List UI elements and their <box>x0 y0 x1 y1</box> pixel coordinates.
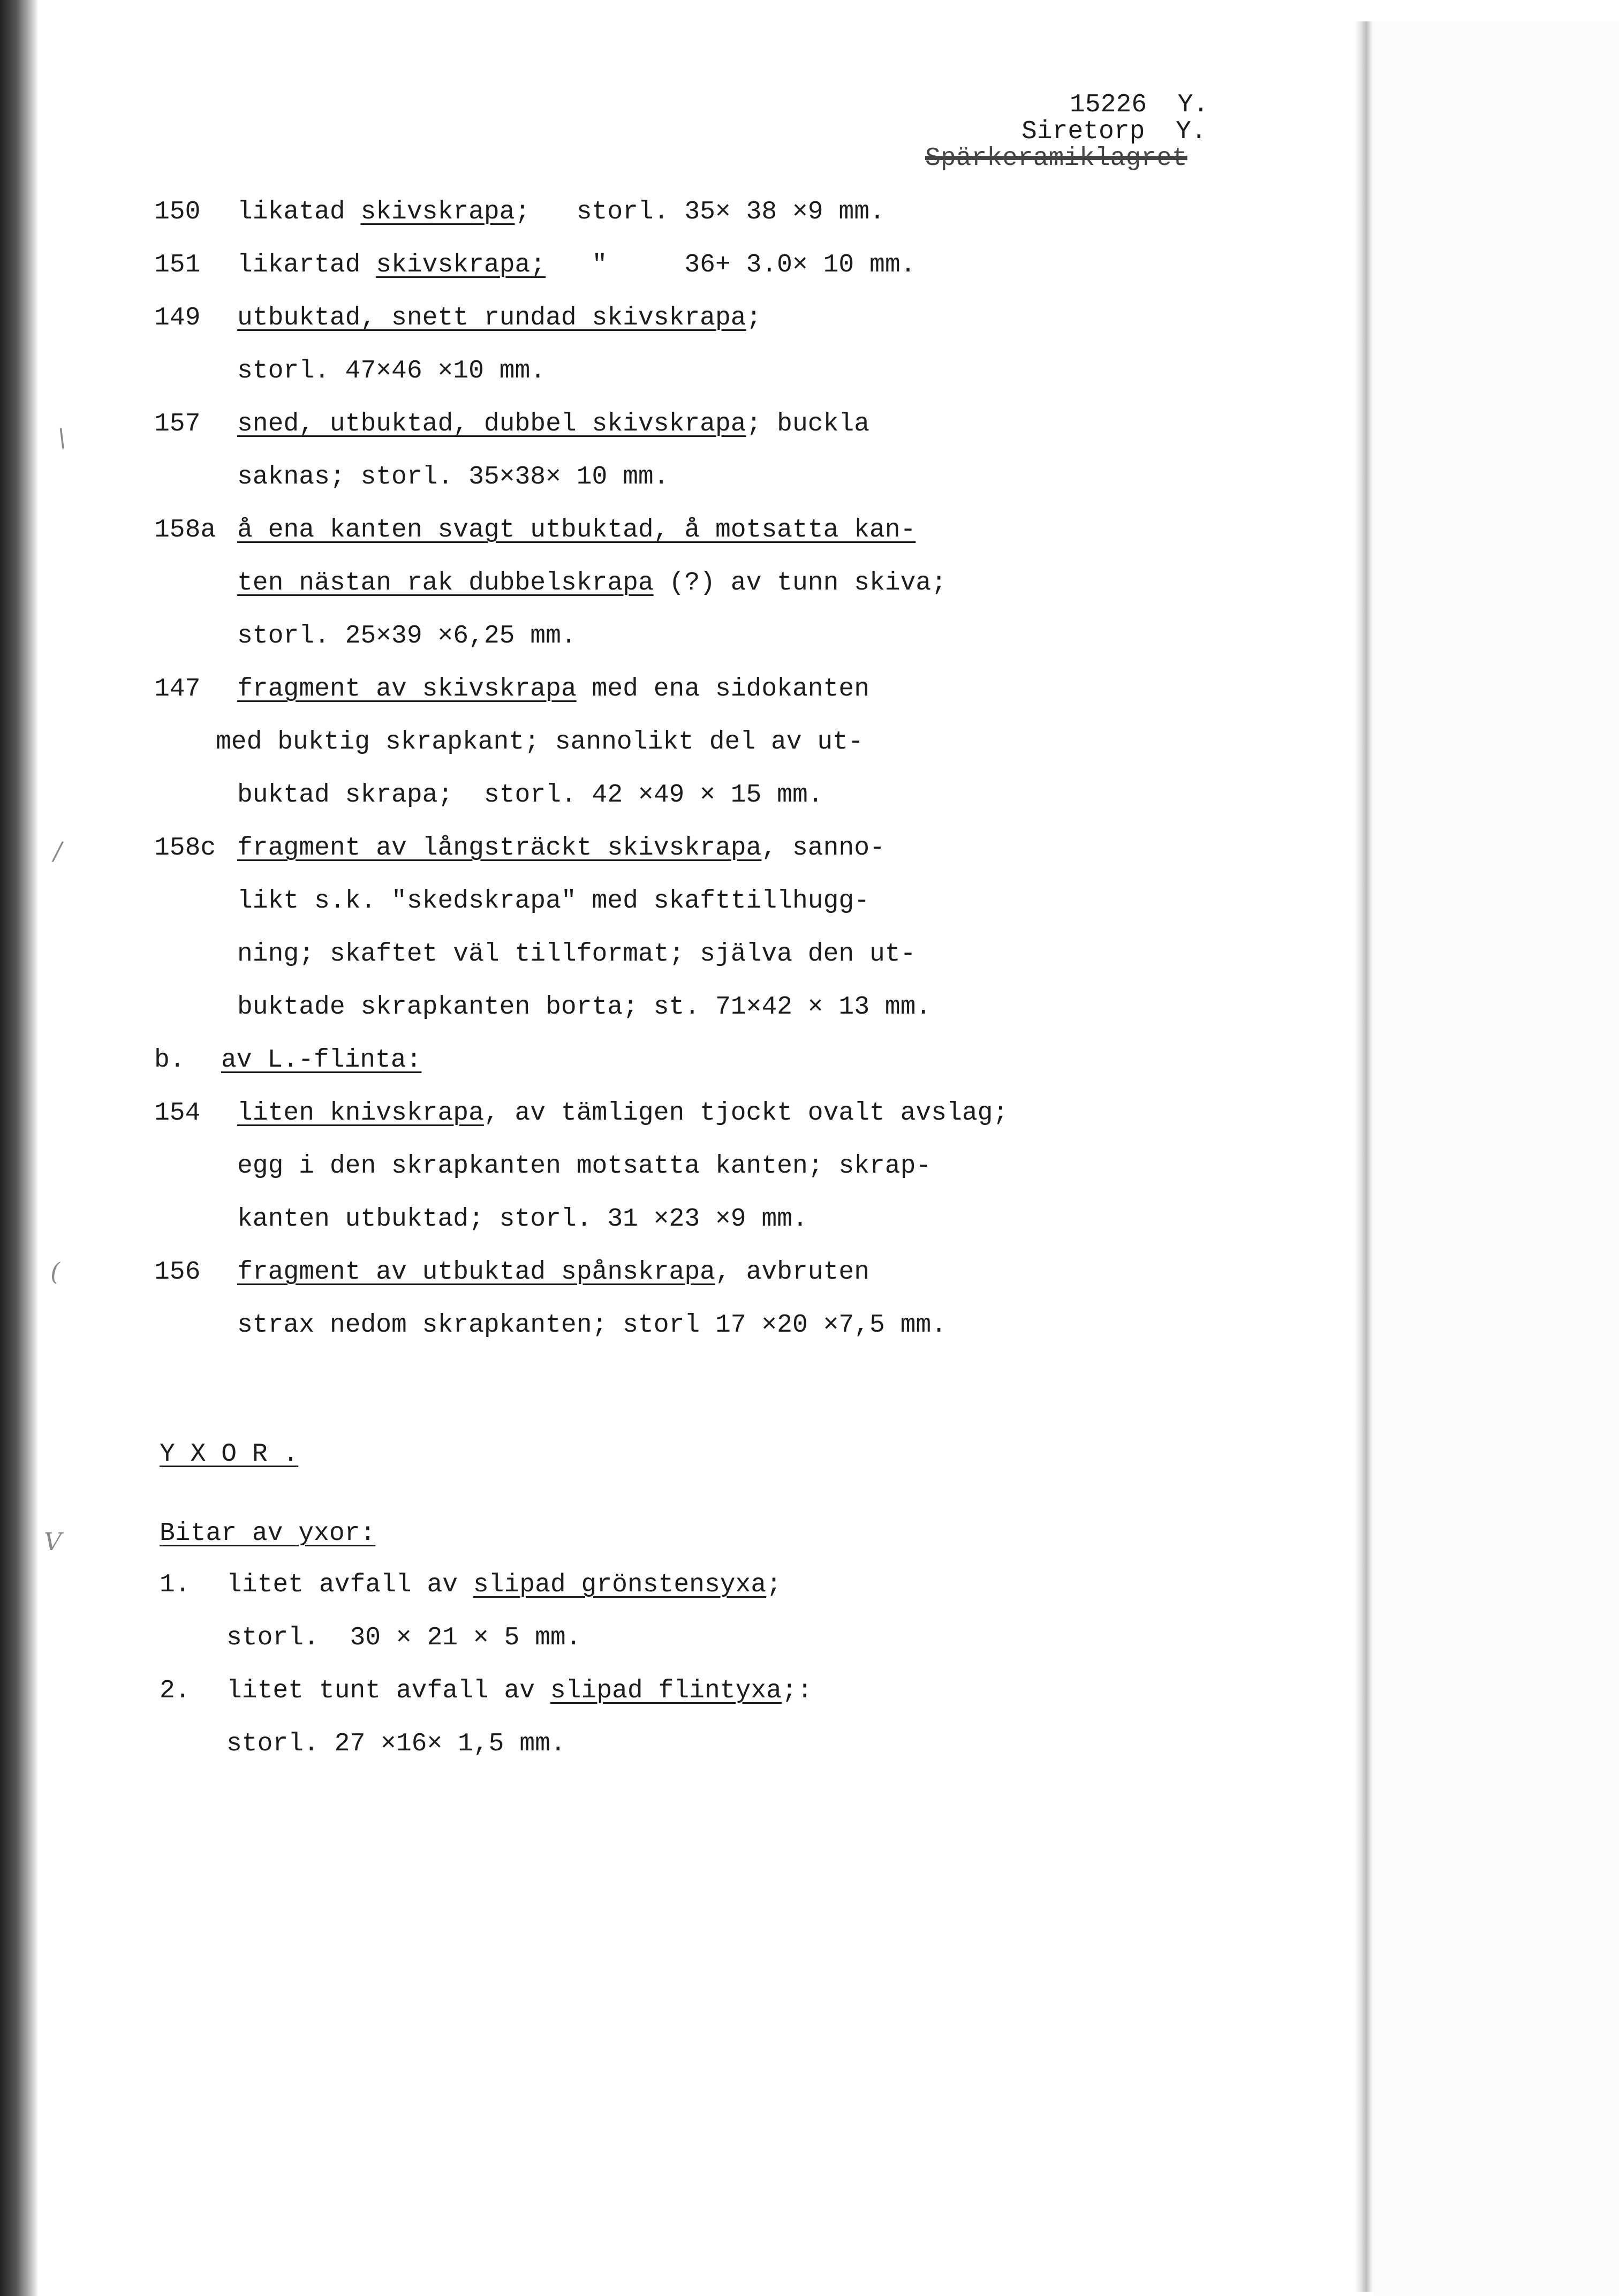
entry-text-line <box>237 1151 931 1181</box>
underlined-term: fragment av långsträckt skivskrapa <box>237 834 762 863</box>
entry-text-line <box>237 1204 808 1234</box>
entry-text-line <box>237 197 885 227</box>
text-segment: , av tämligen tjockt ovalt avslag; <box>483 1099 1009 1128</box>
text-segment: buktade skrapkanten borta; st. 71×42 × 13 mm. <box>237 993 932 1022</box>
entry-text-line <box>237 992 931 1022</box>
margin-pencil-mark: \ <box>58 423 66 452</box>
entry-text-line <box>237 409 869 439</box>
text-segment: litet tunt avfall av <box>226 1676 550 1705</box>
entry-text-line <box>237 1098 1008 1128</box>
underlined-term: å ena kanten svagt utbuktad, å motsatta kan- <box>237 516 916 545</box>
margin-pencil-mark: / <box>54 836 62 865</box>
entry-number: b. <box>154 1046 185 1075</box>
text-segment: likartad <box>237 251 376 280</box>
underlined-term: slipad grönstensyxa <box>473 1570 767 1599</box>
axe-item-number: 1. <box>160 1570 191 1599</box>
header-site-name: Siretorp Y. <box>1022 117 1207 146</box>
entry-text-line <box>237 303 761 333</box>
underlined-term: skivskrapa; <box>376 251 546 280</box>
text-segment: , sanno- <box>761 834 885 863</box>
underlined-term: fragment av utbuktad spånskrapa <box>237 1258 715 1287</box>
entry-text-line <box>237 833 885 863</box>
text-segment: med ena sidokanten <box>576 675 869 704</box>
entry-number: 151 <box>154 251 201 280</box>
text-segment: buktad skrapa; storl. 42 ×49 × 15 mm. <box>237 781 823 810</box>
entry-text-line <box>237 939 916 969</box>
entry-number: 154 <box>154 1099 201 1128</box>
text-segment: storl. 47×46 ×10 mm. <box>237 357 546 386</box>
axe-item-text-line <box>226 1570 782 1600</box>
axe-item-text-line <box>226 1676 813 1706</box>
text-segment: (?) av tunn skiva; <box>653 569 947 598</box>
margin-pencil-mark: ( <box>50 1257 60 1286</box>
underlined-term: ten nästan rak dubbelskrapa <box>237 569 654 598</box>
text-segment: storl. 27 ×16× 1,5 mm. <box>226 1729 566 1758</box>
entry-text-line <box>237 462 669 492</box>
text-segment: ; <box>746 304 762 333</box>
text-segment: ;: <box>781 1676 813 1705</box>
entry-text-line <box>237 515 916 545</box>
text-segment: ; <box>766 1570 782 1599</box>
underlined-term: fragment av skivskrapa <box>237 675 577 704</box>
entry-number: 149 <box>154 304 201 333</box>
entry-text-line <box>237 621 577 651</box>
entry-number: 147 <box>154 675 201 704</box>
text-segment: ; storl. 35× 38 ×9 mm. <box>515 198 885 226</box>
entry-text-line <box>237 568 947 598</box>
underlined-term: utbuktad, snett rundad skivskrapa <box>237 304 746 333</box>
text-segment: strax nedom skrapkanten; storl 17 ×20 ×7,5 mm. <box>237 1311 947 1340</box>
entry-text-line <box>237 780 823 810</box>
header-catalog-number: 15226 Y. <box>1070 90 1209 119</box>
section-title: Y X O R . <box>160 1440 299 1469</box>
text-segment: storl. 25×39 ×6,25 mm. <box>237 622 577 651</box>
entry-text-line <box>237 886 869 916</box>
underlined-term: sned, utbuktad, dubbel skivskrapa <box>237 410 746 439</box>
axe-item-text-line <box>226 1729 566 1759</box>
text-segment: egg i den skrapkanten motsatta kanten; skrap- <box>237 1152 932 1181</box>
entry-number: 158c <box>154 834 216 863</box>
text-segment: med buktig skrapkant; sannolikt del av ut- <box>216 728 864 757</box>
text-segment: kanten utbuktad; storl. 31 ×23 ×9 mm. <box>237 1205 808 1234</box>
axe-item-number: 2. <box>160 1676 191 1705</box>
underlined-term: av L.-flinta: <box>221 1046 422 1075</box>
underlined-term: skivskrapa <box>360 198 515 226</box>
text-segment: ; buckla <box>746 410 869 439</box>
entry-text-line <box>237 674 869 704</box>
text-segment: " 36+ 3.0× 10 mm. <box>546 251 916 280</box>
entry-number: 157 <box>154 410 201 439</box>
text-segment: storl. 30 × 21 × 5 mm. <box>226 1623 581 1652</box>
entry-number: 150 <box>154 198 201 226</box>
entry-number: 156 <box>154 1258 201 1287</box>
text-segment: likt s.k. "skedskrapa" med skafttillhugg- <box>237 887 869 916</box>
text-segment: saknas; storl. 35×38× 10 mm. <box>237 463 669 492</box>
text-segment: likatad <box>237 198 361 226</box>
entry-text-line <box>237 1310 947 1340</box>
entry-text-line <box>237 356 546 386</box>
text-segment: litet avfall av <box>226 1570 473 1599</box>
section-subtitle: Bitar av yxor: <box>160 1519 376 1548</box>
text-segment: ning; skaftet väl tillformat; själva den ut- <box>237 940 916 969</box>
underlined-term: slipad flintyxa <box>550 1676 782 1705</box>
entry-text-line <box>237 1257 869 1287</box>
entry-text-line <box>237 250 916 280</box>
axe-item-text-line <box>226 1623 581 1653</box>
margin-pencil-mark: V <box>44 1527 62 1556</box>
entry-text-line <box>221 1045 421 1075</box>
underlined-term: liten knivskrapa <box>237 1099 484 1128</box>
page-fold <box>1355 21 1374 2292</box>
entry-number: 158a <box>154 516 216 545</box>
text-segment: , avbruten <box>715 1258 869 1287</box>
next-page-edge <box>1374 21 1619 2296</box>
entry-text-line <box>216 727 864 757</box>
header-struck-layer: Spärkeramiklagret <box>925 144 1187 173</box>
